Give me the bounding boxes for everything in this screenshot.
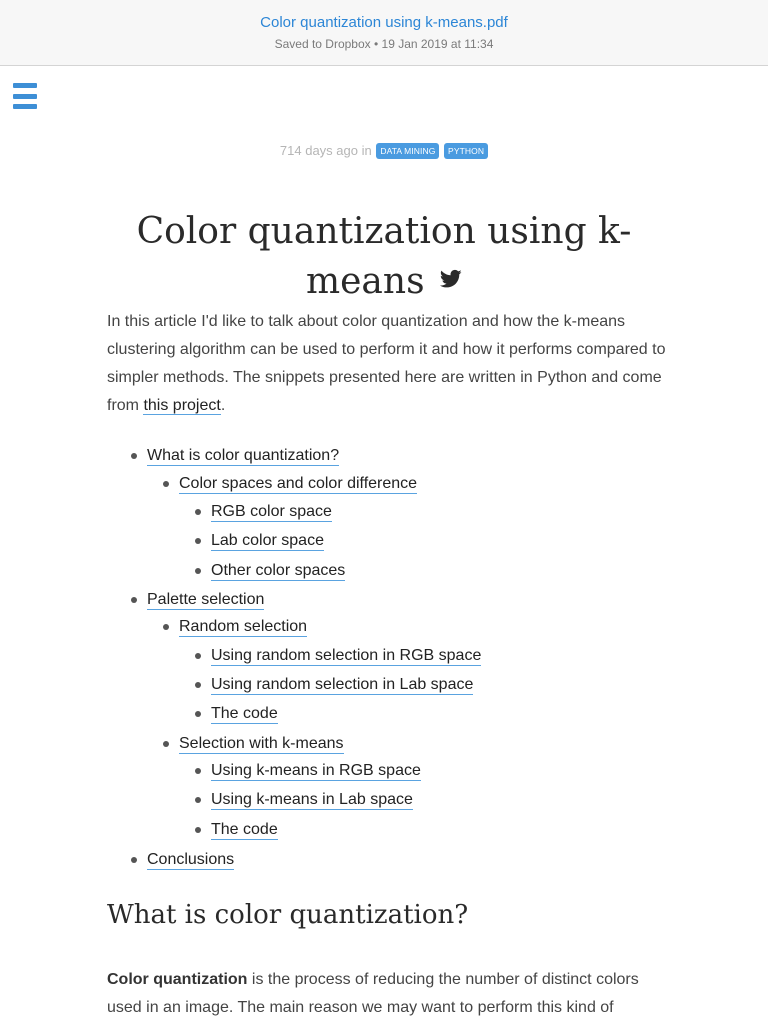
toc-item[interactable]: Lab color space bbox=[211, 532, 324, 549]
toc-item[interactable]: The code bbox=[211, 821, 278, 838]
toc-item[interactable]: Using random selection in RGB space bbox=[211, 647, 482, 664]
article-meta bbox=[0, 143, 768, 159]
bold-term: Color quantization bbox=[107, 971, 248, 988]
section-paragraph bbox=[107, 966, 667, 1022]
toc-item[interactable]: Using k-means in Lab space bbox=[211, 791, 413, 808]
tag-data-mining[interactable]: DATA MINING bbox=[376, 143, 439, 159]
viewer-header bbox=[0, 0, 768, 66]
section-heading: What is color quantization? bbox=[107, 900, 469, 930]
article-title bbox=[107, 207, 661, 307]
intro-end: . bbox=[220, 397, 226, 414]
title-line-2: means bbox=[305, 261, 425, 302]
title-line-1: Color quantization using k- bbox=[136, 211, 632, 252]
toc-item[interactable]: RGB color space bbox=[211, 503, 332, 520]
toc-item[interactable]: Color spaces and color difference bbox=[179, 475, 418, 492]
saved-status: Saved to Dropbox • 19 Jan 2019 at 11:34 bbox=[274, 37, 494, 51]
hamburger-menu-icon[interactable] bbox=[13, 83, 37, 109]
toc-item[interactable]: Random selection bbox=[179, 618, 308, 635]
toc-item[interactable]: What is color quantization? bbox=[147, 447, 340, 464]
toc-item[interactable]: Other color spaces bbox=[211, 562, 346, 579]
toc-item[interactable]: Using k-means in RGB space bbox=[211, 762, 421, 779]
toc-item[interactable]: Palette selection bbox=[147, 591, 265, 608]
toc-item[interactable]: The code bbox=[211, 705, 278, 722]
section-text: is the process of reducing the number of distinct colors used in an image. The main reason we may want to perform this kind of bbox=[107, 971, 639, 1016]
file-name-title[interactable]: Color quantization using k-means.pdf bbox=[260, 14, 508, 31]
this-project-link[interactable]: this project bbox=[143, 397, 221, 414]
post-age: 714 days ago in bbox=[279, 143, 372, 158]
tag-python[interactable]: PYTHON bbox=[444, 143, 488, 159]
toc-item[interactable]: Conclusions bbox=[147, 851, 235, 868]
toc-item[interactable]: Using random selection in Lab space bbox=[211, 676, 474, 693]
intro-text: In this article I'd like to talk about color quantization and how the k-means clustering algorithm can be used to perform it and how it performs compared to simpler methods. The snippets presented here are written in Python and come from bbox=[107, 313, 666, 414]
twitter-bird-icon[interactable] bbox=[440, 269, 462, 289]
toc-item[interactable]: Selection with k-means bbox=[179, 735, 344, 752]
article-intro bbox=[107, 308, 667, 420]
